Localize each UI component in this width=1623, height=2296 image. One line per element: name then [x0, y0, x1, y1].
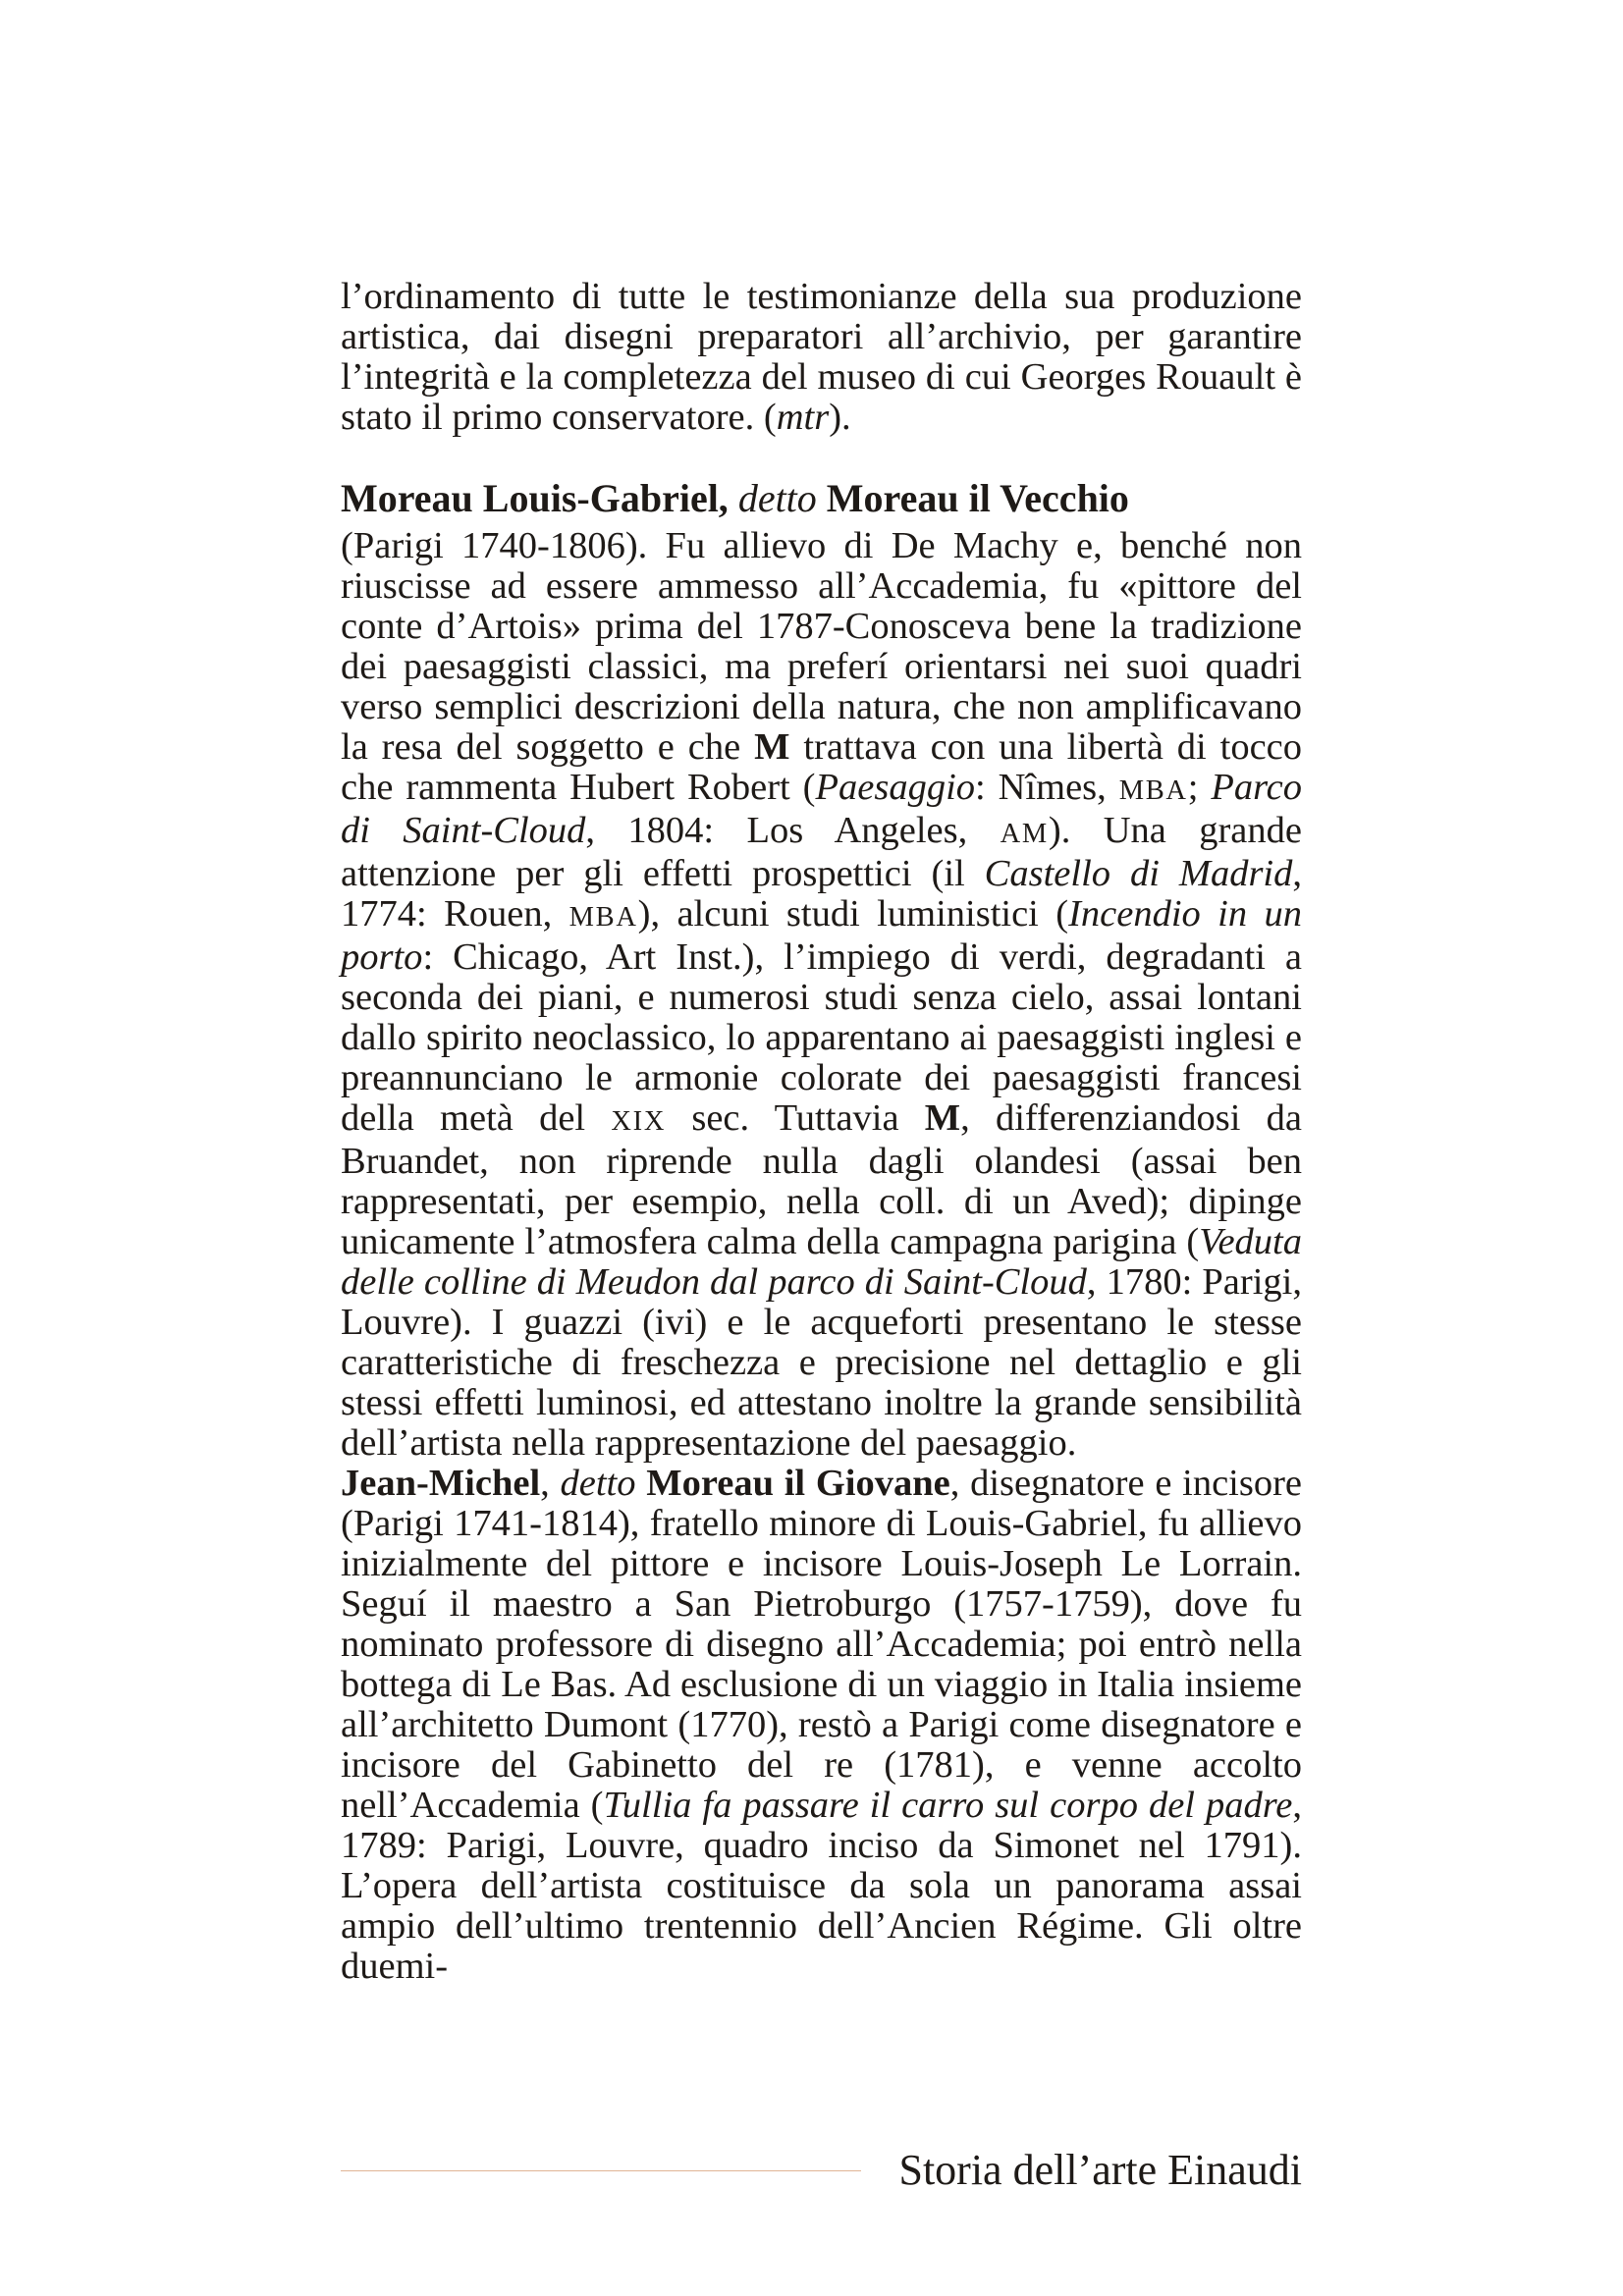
text-run: ). Una grande attenzione per gli effetti prospettici (il: [341, 810, 1302, 894]
previous-entry-ending: [341, 277, 1302, 438]
entry-alias: Moreau il Vecchio: [826, 476, 1129, 520]
artwork-title: Castello di Madrid: [984, 853, 1293, 894]
text-run: sec. Tuttavia: [666, 1097, 925, 1139]
museum-abbrev: AM: [1000, 819, 1049, 849]
artwork-title: Incendio in un porto: [341, 893, 1302, 978]
text-run: ;: [1187, 767, 1212, 808]
entry-abbrev: M: [754, 726, 790, 768]
entry-paragraph-louis-gabriel: [341, 526, 1302, 1464]
century-numeral: XIX: [611, 1106, 667, 1137]
entry-name: Moreau Louis-Gabriel,: [341, 476, 729, 520]
entry-abbrev: M: [924, 1097, 961, 1139]
text-run: , differenziandosi da Bruandet, non riprende nulla dagli olandesi (assai ben rappresentati, per esempio, nella coll. di un Aved); dipinge unicamente l’atmosfera calma della campagna parigina (: [341, 1097, 1302, 1262]
entry-paragraph-jean-michel: [341, 1464, 1302, 1987]
subentry-alias: Moreau il Giovane: [646, 1463, 950, 1504]
text-run: (Parigi 1740-1806). Fu allievo di De Machy e, benché non riuscisse ad essere ammesso all’Accademia, fu «pittore del conte d’Artois» prima del 1787-Conosceva bene la tradizione dei paesaggisti classici, ma preferí orientarsi nei suoi quadri verso semplici descrizioni della natura, che non amplificavano la resa del soggetto e che: [341, 525, 1302, 768]
text-run: : Chicago, Art Inst.), l’impiego di verdi, degradanti a seconda dei piani, e numerosi studi senza cielo, assai lontani dallo spirito neoclassico, lo apparentano ai paesaggisti inglesi e preannunciano le armonie colorate dei paesaggisti francesi della metà del: [341, 936, 1302, 1139]
footer-title: Storia dell’arte Einaudi: [898, 2146, 1302, 2194]
text-run: ,: [540, 1463, 561, 1504]
entry-heading: [341, 478, 1302, 518]
text-run: : Nîmes,: [975, 767, 1119, 808]
text-run: ), alcuni studi luministici (: [637, 893, 1069, 934]
artwork-title: Paesaggio: [815, 767, 976, 808]
text-run: , disegnatore e incisore (Parigi 1741-1814), fratello minore di Louis-Gabriel, fu allievo inizialmente del pittore e incisore Louis-Joseph Le Lorrain. Seguí il maestro a San Pietroburgo (1757-1759), dove fu nominato professore di disegno all’Accademia; poi entrò nella bottega di Le Bas. Ad esclusione di un viaggio in Italia insieme all’architetto Dumont (1770), restò a Parigi come disegnatore e incisore del Gabinetto del re (1781), e venne accolto nell’Accademia (: [341, 1463, 1303, 1826]
article-body: [341, 277, 1302, 1987]
footer-rule: [341, 2170, 861, 2171]
artwork-title: Veduta delle colline di Meudon dal parco di Saint-Cloud: [341, 1221, 1302, 1303]
artwork-title: Parco di Saint-Cloud: [341, 767, 1302, 851]
continuation-close: ).: [829, 397, 851, 438]
text-run: , 1780: Parigi, Louvre). I guazzi (ivi) e le acqueforti presentano le stesse caratteristiche di freschezza e precisione nel dettaglio e gli stessi effetti luminosi, ed attestano inoltre la grande sensibilità dell’artista nella rappresentazione del paesaggio.: [341, 1261, 1302, 1464]
text-run: , 1789: Parigi, Louvre, quadro inciso da Simonet nel 1791). L’opera dell’artista costituisce da sola un panorama assai ampio dell’ultimo trentennio dell’Ancien Régime. Gli oltre duemi-: [341, 1785, 1302, 1987]
museum-abbrev: MBA: [568, 902, 638, 933]
artwork-title: Tullia fa passare il carro sul corpo del padre: [603, 1785, 1293, 1826]
text-run: trattava con una libertà di tocco che rammenta Hubert Robert (: [341, 726, 1302, 808]
continuation-text: l’ordinamento di tutte le testimonianze della sua produzione artistica, dai disegni preparatori all’archivio, per garantire l’integrità e la completezza del museo di cui Georges Rouault è stato il primo conservatore. (: [341, 276, 1302, 438]
text-run: , 1774: Rouen,: [341, 853, 1302, 934]
subentry-detto: detto: [560, 1463, 636, 1504]
museum-abbrev: MBA: [1118, 775, 1188, 806]
text-run: , 1804: Los Angeles,: [585, 810, 1001, 851]
author-initials: mtr: [776, 397, 830, 438]
text-run: [636, 1463, 647, 1504]
entry-detto: detto: [737, 476, 817, 520]
subentry-name: Jean-Michel: [341, 1463, 541, 1504]
